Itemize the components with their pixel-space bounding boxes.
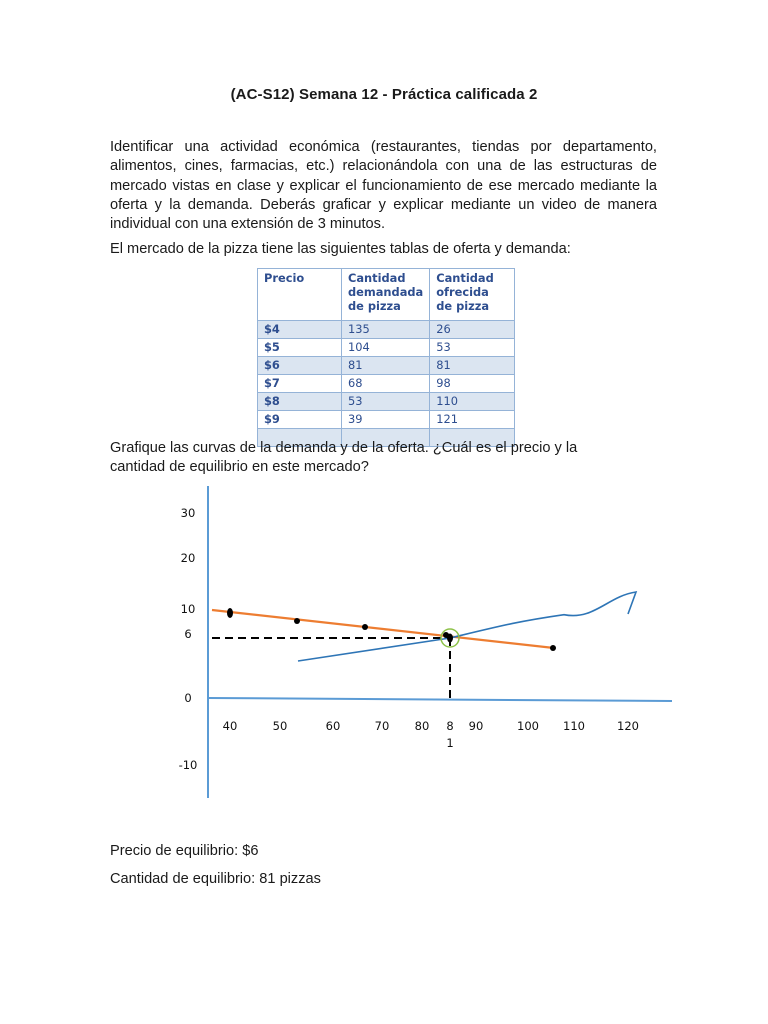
x-tick-label: 40 [222,719,238,733]
price-cell: $8 [258,393,342,411]
supply-cell: 110 [430,393,515,411]
equilibrium-price: Precio de equilibrio: $6 [110,843,259,859]
supply-cell: 81 [430,357,515,375]
y-tick-label: -10 [178,758,198,772]
supply-cell: 53 [430,339,515,357]
x-tick-label: 60 [325,719,341,733]
x-tick-label: 120 [617,719,639,733]
equilibrium-guides [212,638,450,698]
demand-cell: 68 [342,375,430,393]
equilibrium-quantity: Cantidad de equilibrio: 81 pizzas [110,871,321,887]
table-row [258,393,515,411]
table-row [258,339,515,357]
y-tick-label: 20 [180,551,196,565]
question-paragraph: Grafique las curvas de la demanda y de la oferta. ¿Cuál es el precio y la cantidad de equilibrio en este mercado? [110,440,578,476]
supply-curve [298,592,636,661]
table-row [258,411,515,429]
demand-cell: 53 [342,393,430,411]
table-header-row [258,269,515,321]
header-demand: Cantidad demandada de pizza [342,269,430,321]
y-tick-label: 30 [180,506,196,520]
instructions-paragraph: Identificar una actividad económica (restaurantes, tiendas por departamento, alimentos, cines, farmacias, etc.) relacionándola con una de las estructuras de mercado vistas en clase y explicar el funcionamiento de ese mercado mediante la oferta y la demanda. Deberás graficar y explicar mediante un video de manera individual con una extensión de 3 minutos. [110,139,657,233]
price-cell: $4 [258,321,342,339]
y-tick-labels [179,506,198,772]
demand-point [362,624,368,630]
table-row [258,321,515,339]
supply-demand-graph [150,480,690,810]
y-tick-label: 10 [180,602,196,616]
price-cell: $5 [258,339,342,357]
price-cell: $6 [258,357,342,375]
x-tick-label: 50 [272,719,288,733]
price-cell: $9 [258,411,342,429]
demand-cell: 104 [342,339,430,357]
header-price: Precio [258,269,342,321]
x-tick-label: 110 [563,719,585,733]
x-tick-label: 70 [374,719,390,733]
x-tick-label: 100 [517,719,539,733]
supply-cell: 98 [430,375,515,393]
x-tick-label: 80 [414,719,430,733]
table-row [258,375,515,393]
table-row [258,357,515,375]
demand-point [294,618,300,624]
series-group [212,592,636,661]
x-tick-label: 8 1 [446,719,454,750]
market-intro-paragraph: El mercado de la pizza tiene las siguientes tablas de oferta y demanda: [110,241,571,257]
demand-point [550,645,556,651]
demand-curve [212,610,554,648]
demand-cell: 39 [342,411,430,429]
x-tick-labels [223,719,639,750]
supply-cell: 26 [430,321,515,339]
supply-cell: 121 [430,411,515,429]
demand-cell: 135 [342,321,430,339]
header-supply: Cantidad ofrecida de pizza [430,269,515,321]
demand-cell: 81 [342,357,430,375]
price-cell: $7 [258,375,342,393]
page-title: (AC-S12) Semana 12 - Práctica calificada 2 [230,86,538,103]
x-tick-label: 90 [468,719,484,733]
equilibrium-point [447,634,453,643]
supply-demand-table [257,268,515,447]
x-axis [208,698,672,701]
y-tick-label: 0 [184,691,192,705]
y-tick-label: 6 [184,627,192,641]
demand-point [227,608,233,618]
